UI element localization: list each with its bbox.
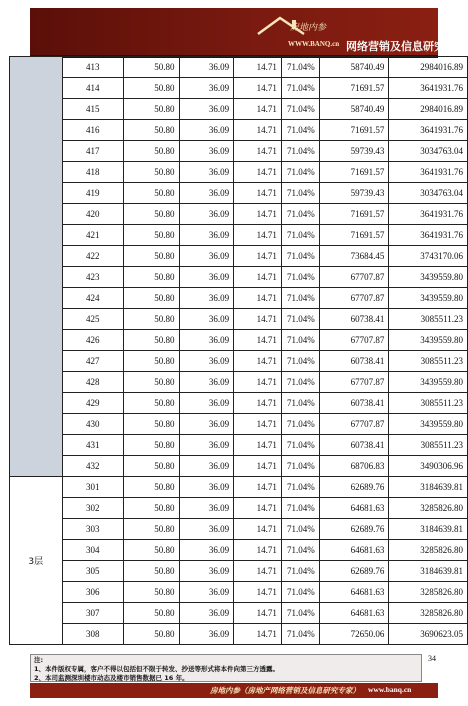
unit-price-cell: 73684.45 — [319, 246, 389, 267]
ratio-cell: 71.04% — [281, 330, 319, 351]
table-row — [10, 435, 468, 456]
table-row — [10, 393, 468, 414]
notes-box — [30, 654, 422, 682]
inner-area-cell: 36.09 — [179, 141, 234, 162]
room-cell: 302 — [62, 498, 123, 519]
table-row — [10, 624, 468, 645]
room-cell: 427 — [62, 351, 123, 372]
ratio-cell: 71.04% — [281, 582, 319, 603]
room-cell: 420 — [62, 204, 123, 225]
inner-area-cell: 36.09 — [179, 351, 234, 372]
shared-area-cell: 14.71 — [234, 561, 282, 582]
unit-price-cell: 71691.57 — [319, 78, 389, 99]
ratio-cell: 71.04% — [281, 162, 319, 183]
price-table — [9, 56, 468, 645]
unit-price-cell: 64681.63 — [319, 498, 389, 519]
area-cell: 50.80 — [123, 561, 179, 582]
total-price-cell: 3085511.23 — [389, 309, 468, 330]
shared-area-cell: 14.71 — [234, 141, 282, 162]
brand-site: WWW.BANQ.cn — [288, 40, 340, 48]
table-row — [10, 603, 468, 624]
shared-area-cell: 14.71 — [234, 477, 282, 498]
room-cell: 419 — [62, 183, 123, 204]
area-cell: 50.80 — [123, 246, 179, 267]
shared-area-cell: 14.71 — [234, 309, 282, 330]
total-price-cell: 3034763.04 — [389, 183, 468, 204]
inner-area-cell: 36.09 — [179, 477, 234, 498]
table-row — [10, 456, 468, 477]
area-cell: 50.80 — [123, 603, 179, 624]
unit-price-cell: 67707.87 — [319, 414, 389, 435]
inner-area-cell: 36.09 — [179, 330, 234, 351]
total-price-cell: 3085511.23 — [389, 351, 468, 372]
inner-area-cell: 36.09 — [179, 519, 234, 540]
total-price-cell: 3690623.05 — [389, 624, 468, 645]
area-cell: 50.80 — [123, 225, 179, 246]
table-row — [10, 78, 468, 99]
total-price-cell: 3641931.76 — [389, 162, 468, 183]
table-row — [10, 225, 468, 246]
inner-area-cell: 36.09 — [179, 162, 234, 183]
area-cell: 50.80 — [123, 519, 179, 540]
unit-price-cell: 64681.63 — [319, 540, 389, 561]
total-price-cell: 3439559.80 — [389, 267, 468, 288]
inner-area-cell: 36.09 — [179, 435, 234, 456]
inner-area-cell: 36.09 — [179, 183, 234, 204]
area-cell: 50.80 — [123, 78, 179, 99]
ratio-cell: 71.04% — [281, 372, 319, 393]
inner-area-cell: 36.09 — [179, 120, 234, 141]
total-price-cell: 3184639.81 — [389, 561, 468, 582]
room-cell: 303 — [62, 519, 123, 540]
unit-price-cell: 68706.83 — [319, 456, 389, 477]
shared-area-cell: 14.71 — [234, 624, 282, 645]
unit-price-cell: 62689.76 — [319, 561, 389, 582]
area-cell: 50.80 — [123, 267, 179, 288]
area-cell: 50.80 — [123, 204, 179, 225]
table-row — [10, 519, 468, 540]
room-cell: 423 — [62, 267, 123, 288]
total-price-cell: 3439559.80 — [389, 288, 468, 309]
area-cell: 50.80 — [123, 498, 179, 519]
inner-area-cell: 36.09 — [179, 246, 234, 267]
ratio-cell: 71.04% — [281, 141, 319, 162]
footer-url: www.banq.cn — [368, 685, 412, 694]
shared-area-cell: 14.71 — [234, 162, 282, 183]
table-row — [10, 540, 468, 561]
shared-area-cell: 14.71 — [234, 372, 282, 393]
unit-price-cell: 62689.76 — [319, 519, 389, 540]
page-number: 34 — [428, 654, 436, 663]
area-cell: 50.80 — [123, 351, 179, 372]
ratio-cell: 71.04% — [281, 99, 319, 120]
table-row — [10, 372, 468, 393]
area-cell: 50.80 — [123, 624, 179, 645]
notes-line-2: 2、本司监测深圳楼市动态及楼市销售数据已 16 年。 — [34, 674, 189, 682]
table-row — [10, 246, 468, 267]
inner-area-cell: 36.09 — [179, 57, 234, 78]
total-price-cell: 3285826.80 — [389, 603, 468, 624]
unit-price-cell: 58740.49 — [319, 57, 389, 78]
notes-title: 注: — [34, 656, 44, 664]
unit-price-cell: 59739.43 — [319, 141, 389, 162]
ratio-cell: 71.04% — [281, 477, 319, 498]
unit-price-cell: 71691.57 — [319, 225, 389, 246]
shared-area-cell: 14.71 — [234, 204, 282, 225]
total-price-cell: 3439559.80 — [389, 414, 468, 435]
shared-area-cell: 14.71 — [234, 99, 282, 120]
inner-area-cell: 36.09 — [179, 624, 234, 645]
ratio-cell: 71.04% — [281, 456, 319, 477]
room-cell: 307 — [62, 603, 123, 624]
inner-area-cell: 36.09 — [179, 204, 234, 225]
shared-area-cell: 14.71 — [234, 183, 282, 204]
notes-line-1: 1、本件版权专属，客户不得以包括但不限于转发、抄送等形式将本件向第三方透露。 — [34, 665, 280, 673]
room-cell: 306 — [62, 582, 123, 603]
total-price-cell: 3085511.23 — [389, 435, 468, 456]
inner-area-cell: 36.09 — [179, 414, 234, 435]
brand-name: 房地内参 — [290, 22, 327, 32]
total-price-cell: 3641931.76 — [389, 204, 468, 225]
table-row — [10, 351, 468, 372]
shared-area-cell: 14.71 — [234, 456, 282, 477]
unit-price-cell: 71691.57 — [319, 204, 389, 225]
inner-area-cell: 36.09 — [179, 99, 234, 120]
shared-area-cell: 14.71 — [234, 540, 282, 561]
table-row — [10, 414, 468, 435]
floor-cell — [10, 57, 63, 477]
table-row — [10, 57, 468, 78]
shared-area-cell: 14.71 — [234, 120, 282, 141]
shared-area-cell: 14.71 — [234, 519, 282, 540]
inner-area-cell: 36.09 — [179, 225, 234, 246]
area-cell: 50.80 — [123, 309, 179, 330]
unit-price-cell: 60738.41 — [319, 309, 389, 330]
table-row — [10, 99, 468, 120]
unit-price-cell: 58740.49 — [319, 99, 389, 120]
room-cell: 415 — [62, 99, 123, 120]
room-cell: 418 — [62, 162, 123, 183]
table-row — [10, 561, 468, 582]
shared-area-cell: 14.71 — [234, 78, 282, 99]
area-cell: 50.80 — [123, 456, 179, 477]
room-cell: 430 — [62, 414, 123, 435]
ratio-cell: 71.04% — [281, 351, 319, 372]
inner-area-cell: 36.09 — [179, 288, 234, 309]
inner-area-cell: 36.09 — [179, 78, 234, 99]
inner-area-cell: 36.09 — [179, 393, 234, 414]
ratio-cell: 71.04% — [281, 498, 319, 519]
unit-price-cell: 67707.87 — [319, 330, 389, 351]
area-cell: 50.80 — [123, 393, 179, 414]
shared-area-cell: 14.71 — [234, 351, 282, 372]
room-cell: 432 — [62, 456, 123, 477]
unit-price-cell: 60738.41 — [319, 435, 389, 456]
ratio-cell: 71.04% — [281, 519, 319, 540]
inner-area-cell: 36.09 — [179, 603, 234, 624]
unit-price-cell: 71691.57 — [319, 120, 389, 141]
table-row — [10, 582, 468, 603]
unit-price-cell: 64681.63 — [319, 582, 389, 603]
total-price-cell: 3285826.80 — [389, 582, 468, 603]
total-price-cell: 2984016.89 — [389, 57, 468, 78]
total-price-cell: 3034763.04 — [389, 141, 468, 162]
ratio-cell: 71.04% — [281, 435, 319, 456]
total-price-cell: 3641931.76 — [389, 78, 468, 99]
floor-cell: 3层 — [10, 477, 63, 645]
room-cell: 414 — [62, 78, 123, 99]
inner-area-cell: 36.09 — [179, 267, 234, 288]
shared-area-cell: 14.71 — [234, 330, 282, 351]
table-row — [10, 120, 468, 141]
unit-price-cell: 72650.06 — [319, 624, 389, 645]
area-cell: 50.80 — [123, 582, 179, 603]
area-cell: 50.80 — [123, 288, 179, 309]
area-cell: 50.80 — [123, 372, 179, 393]
header-slogan: 网络营销及信息研究专家 — [346, 40, 467, 53]
shared-area-cell: 14.71 — [234, 57, 282, 78]
table-row — [10, 288, 468, 309]
ratio-cell: 71.04% — [281, 393, 319, 414]
room-cell: 431 — [62, 435, 123, 456]
ratio-cell: 71.04% — [281, 414, 319, 435]
inner-area-cell: 36.09 — [179, 582, 234, 603]
ratio-cell: 71.04% — [281, 120, 319, 141]
total-price-cell: 3285826.80 — [389, 540, 468, 561]
ratio-cell: 71.04% — [281, 561, 319, 582]
shared-area-cell: 14.71 — [234, 246, 282, 267]
area-cell: 50.80 — [123, 414, 179, 435]
inner-area-cell: 36.09 — [179, 372, 234, 393]
area-cell: 50.80 — [123, 435, 179, 456]
unit-price-cell: 60738.41 — [319, 351, 389, 372]
room-cell: 416 — [62, 120, 123, 141]
table-row — [10, 183, 468, 204]
ratio-cell: 71.04% — [281, 183, 319, 204]
shared-area-cell: 14.71 — [234, 267, 282, 288]
unit-price-cell: 71691.57 — [319, 162, 389, 183]
room-cell: 429 — [62, 393, 123, 414]
area-cell: 50.80 — [123, 141, 179, 162]
ratio-cell: 71.04% — [281, 246, 319, 267]
unit-price-cell: 67707.87 — [319, 267, 389, 288]
table-row — [10, 162, 468, 183]
total-price-cell: 3184639.81 — [389, 519, 468, 540]
table-row — [10, 204, 468, 225]
total-price-cell: 3490306.96 — [389, 456, 468, 477]
total-price-cell: 3641931.76 — [389, 225, 468, 246]
room-cell: 425 — [62, 309, 123, 330]
area-cell: 50.80 — [123, 477, 179, 498]
unit-price-cell: 67707.87 — [319, 288, 389, 309]
area-cell: 50.80 — [123, 162, 179, 183]
ratio-cell: 71.04% — [281, 57, 319, 78]
shared-area-cell: 14.71 — [234, 288, 282, 309]
inner-area-cell: 36.09 — [179, 498, 234, 519]
footer-text: 房地内参（房地产网络营销及信息研究专家） — [210, 686, 360, 695]
total-price-cell: 3439559.80 — [389, 330, 468, 351]
room-cell: 426 — [62, 330, 123, 351]
ratio-cell: 71.04% — [281, 624, 319, 645]
shared-area-cell: 14.71 — [234, 435, 282, 456]
room-cell: 428 — [62, 372, 123, 393]
area-cell: 50.80 — [123, 120, 179, 141]
total-price-cell: 3285826.80 — [389, 498, 468, 519]
header-banner — [30, 8, 467, 58]
room-cell: 301 — [62, 477, 123, 498]
ratio-cell: 71.04% — [281, 204, 319, 225]
room-cell: 308 — [62, 624, 123, 645]
room-cell: 421 — [62, 225, 123, 246]
ratio-cell: 71.04% — [281, 603, 319, 624]
inner-area-cell: 36.09 — [179, 540, 234, 561]
unit-price-cell: 60738.41 — [319, 393, 389, 414]
total-price-cell: 3085511.23 — [389, 393, 468, 414]
footer-bar — [30, 683, 438, 698]
table-row — [10, 477, 468, 498]
total-price-cell: 3439559.80 — [389, 372, 468, 393]
shared-area-cell: 14.71 — [234, 582, 282, 603]
area-cell: 50.80 — [123, 183, 179, 204]
area-cell: 50.80 — [123, 57, 179, 78]
room-cell: 304 — [62, 540, 123, 561]
table-row — [10, 267, 468, 288]
inner-area-cell: 36.09 — [179, 561, 234, 582]
table-row — [10, 498, 468, 519]
unit-price-cell: 67707.87 — [319, 372, 389, 393]
total-price-cell: 3641931.76 — [389, 120, 468, 141]
inner-area-cell: 36.09 — [179, 456, 234, 477]
room-cell: 422 — [62, 246, 123, 267]
ratio-cell: 71.04% — [281, 78, 319, 99]
room-cell: 305 — [62, 561, 123, 582]
area-cell: 50.80 — [123, 99, 179, 120]
table-row — [10, 309, 468, 330]
area-cell: 50.80 — [123, 330, 179, 351]
unit-price-cell: 64681.63 — [319, 603, 389, 624]
ratio-cell: 71.04% — [281, 309, 319, 330]
room-cell: 424 — [62, 288, 123, 309]
ratio-cell: 71.04% — [281, 540, 319, 561]
table-row — [10, 330, 468, 351]
ratio-cell: 71.04% — [281, 267, 319, 288]
room-cell: 417 — [62, 141, 123, 162]
ratio-cell: 71.04% — [281, 288, 319, 309]
total-price-cell: 2984016.89 — [389, 99, 468, 120]
shared-area-cell: 14.71 — [234, 393, 282, 414]
shared-area-cell: 14.71 — [234, 498, 282, 519]
total-price-cell: 3743170.06 — [389, 246, 468, 267]
unit-price-cell: 62689.76 — [319, 477, 389, 498]
total-price-cell: 3184639.81 — [389, 477, 468, 498]
area-cell: 50.80 — [123, 540, 179, 561]
shared-area-cell: 14.71 — [234, 414, 282, 435]
table-row — [10, 141, 468, 162]
inner-area-cell: 36.09 — [179, 309, 234, 330]
shared-area-cell: 14.71 — [234, 225, 282, 246]
unit-price-cell: 59739.43 — [319, 183, 389, 204]
room-cell: 413 — [62, 57, 123, 78]
shared-area-cell: 14.71 — [234, 603, 282, 624]
ratio-cell: 71.04% — [281, 225, 319, 246]
